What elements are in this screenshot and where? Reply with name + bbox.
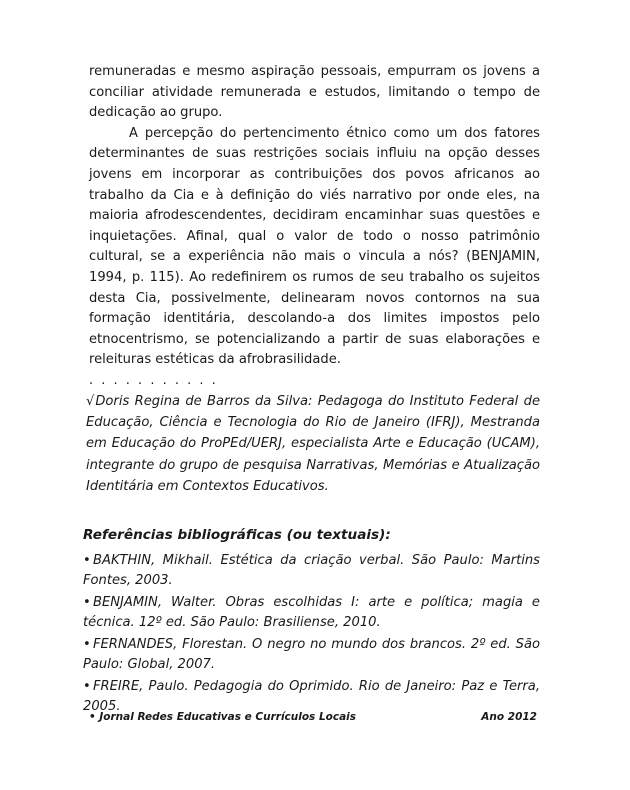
references-title: Referências bibliográficas (ou textuais): — [83, 526, 391, 543]
section-separator: . . . . . . . . . . . — [89, 372, 218, 388]
author-note — [86, 391, 540, 497]
reference-text: FERNANDES, Florestan. O negro no mundo dos brancos. 2º ed. São Paulo: Global, 2007. — [83, 636, 540, 673]
page-footer — [89, 711, 537, 723]
bullet-icon: • — [83, 678, 91, 694]
reference-item — [83, 635, 540, 676]
bullet-icon: • — [83, 594, 91, 610]
reference-text: BENJAMIN, Walter. Obras escolhidas I: arte e política; magia e técnica. 12º ed. São Paulo: Brasiliense, 2010. — [83, 594, 540, 631]
reference-item — [83, 551, 540, 592]
reference-text: BAKTHIN, Mikhail. Estética da criação verbal. São Paulo: Martins Fontes, 2003. — [83, 552, 540, 589]
footer-journal-name: • Jornal Redes Educativas e Currículos Locais — [89, 711, 357, 723]
footer-year: Ano 2012 — [481, 711, 537, 723]
paragraph-ethnic-belonging: A percepção do pertencimento étnico como um dos fatores determinantes de suas restrições sociais influiu na opção desses jovens em incorporar as contribuições dos povos africanos ao trabalho da Cia e à definição do viés narrativo por onde eles, na maioria afrodescendentes, decidiram encaminhar suas questões e inquietações. Afinal, qual o valor de todo o nosso patrimônio cultural, se a experiência não mais o vincula a nós? (BENJAMIN, 1994, p. 115). Ao redefinirem os rumos de seu trabalho os sujeitos desta Cia, possivelmente, delinearam novos contornos na sua formação identitária, descolando-a dos limites impostos pelo etnocentrismo, se potencializando a partir de suas elaborações e releituras estéticas da afrobrasilidade. — [89, 125, 540, 368]
references-list — [83, 551, 540, 718]
author-note-text: Doris Regina de Barros da Silva: Pedagoga do Instituto Federal de Educação, Ciência e Tecnologia do Rio de Janeiro (IFRJ), Mestranda em Educação do ProPEd/UERJ, especialista Arte e Educação (UCAM), integrante do grupo de pesquisa Narrativas, Memórias e Atualização Identitária em Contextos Educativos. — [86, 393, 540, 494]
bullet-icon: • — [83, 552, 91, 568]
bullet-icon: • — [83, 636, 91, 652]
reference-text: FREIRE, Paulo. Pedagogia do Oprimido. Rio de Janeiro: Paz e Terra, 2005. — [83, 678, 540, 715]
paragraph-continuation: remuneradas e mesmo aspiração pessoais, empurram os jovens a conciliar atividade remunerada e estudos, limitando o tempo de dedicação ao grupo. — [89, 64, 540, 121]
check-mark-icon: √ — [86, 393, 95, 409]
reference-item — [83, 593, 540, 634]
document-page — [83, 62, 540, 719]
